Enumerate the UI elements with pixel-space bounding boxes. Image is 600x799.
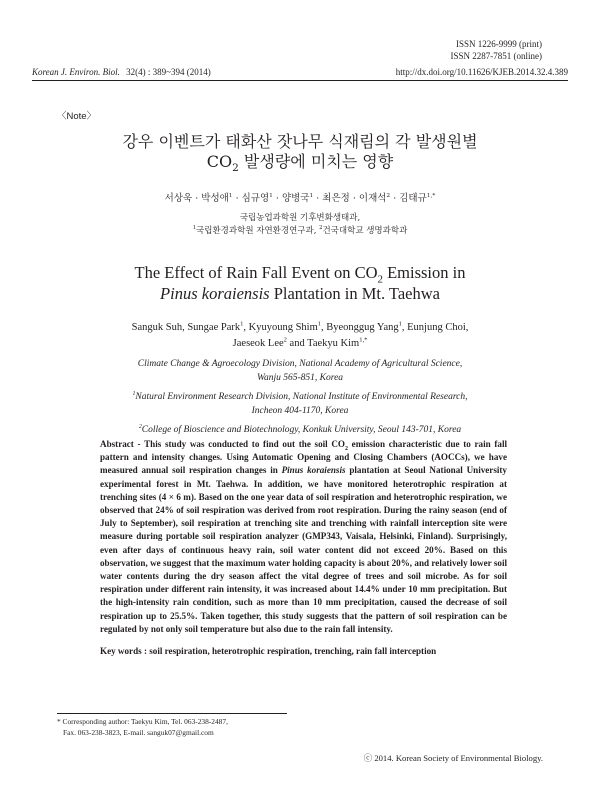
- english-author: Kyuyoung Shim: [248, 322, 318, 333]
- english-aff1: Climate Change & Agroecology Division, National Academy of Agricultural Science, Wanju 565-851, Korea: [137, 359, 463, 383]
- korean-author: 이재석: [358, 193, 387, 204]
- english-authors: [0, 320, 600, 352]
- english-author-mark: 1: [317, 320, 322, 328]
- english-author-mark: 1: [240, 320, 244, 328]
- korean-title: [0, 132, 600, 175]
- korean-aff1: 국립농업과학원 기후변화생태과,: [239, 213, 361, 223]
- abstract-lead: Abstract: [100, 439, 134, 449]
- english-author: Sungae Park: [187, 322, 241, 333]
- korean-aff2-3: $^1$국립환경과학원 자연환경연구과, $^2$건국대학교 생명과학과: [192, 225, 408, 236]
- english-authors-line1: Sanguk Suh, Sungae Park$^1$, Kyuyoung Shim$^1$, Byeonggug Yang$^1$, Eunjung Choi,: [131, 320, 469, 333]
- english-author-mark: 1: [398, 320, 402, 328]
- korean-author: 심규영: [241, 193, 270, 204]
- english-aff2: $^1$Natural Environment Research Division, National Institute of Environmental Research, Incheon 404-1170, Korea: [132, 390, 468, 416]
- korean-authors: 서상욱 · 박성애$^1$ · 심규영$^1$ · 양병국$^1$ · 최은정 · 이재석$^2$ · 김태규$^{1,*}$: [164, 192, 436, 204]
- korean-author-mark: 2: [386, 192, 391, 199]
- note-label: 〈Note〉: [57, 111, 97, 122]
- volume-pages: 32(4) : 389~394 (2014): [126, 67, 211, 77]
- corresponding-author-footnote: * Corresponding author: Taekyu Kim, Tel. 063-238-2487, Fax. 063-238-3823, E-mail. sanguk07@gmail.com: [57, 717, 228, 737]
- journal-name: Korean J. Environ. Biol.: [32, 67, 120, 77]
- english-author: Eunjung Choi: [407, 322, 466, 333]
- korean-author: 서상욱: [164, 193, 193, 204]
- english-title-line2: Pinus koraiensis Plantation in Mt. Taehwa: [160, 284, 440, 303]
- korean-affiliations: [0, 212, 600, 238]
- abstract: Abstract - This study was conducted to find out the soil $CO_2$ emission characteristic due to rain fall pattern and intensity changes. Using Automatic Opening and Closing Chambers (AOCCs), we have measured annual soil respiration changes in Pinus koraiensis plantation at Seoul National University experimental forest in Mt. Taehwa. In addition, we have monitored heterotrophic respiration at trenching sites (4 × 6 m). Based on the one year data of soil respiration and heterotrophic respiration, we observed that 24% of soil respiration was derived from root respiration. During the rainy season (end of July to September), soil respiration at trenching site and trenching with rainfall interception site were measure during portable soil respiration analyzer (GMP343, Vaisala, Helsinki, Finland). Surprisingly, even after days of continuous heavy rain, soil water content did not exceed 20%. Based on this observation, we suggest that the maximum water holding capacity is about 20%, and relatively lower soil water contents during the dry season affect the vital degree of trees and soil microbe. As for soil respiration under different rain intensity, it was increased about 14.4% under 10 mm precipitation. But the high-intensity rain condition, such as more than 10 mm precipitation, caused the decrease of soil respiration up to 25.5%. Taken together, this study suggests that the pattern of soil respiration can be regulated by not only soil temperature but also due to the rain fall intensity.: [100, 439, 507, 634]
- keywords-label: Key words :: [100, 646, 150, 656]
- journal-citation: [32, 67, 211, 77]
- keywords: [100, 646, 507, 656]
- issn-block: [451, 38, 543, 62]
- korean-title-line2: $CO_2$ 발생량에 미치는 영향: [206, 152, 394, 175]
- issn-print: ISSN 1226-9999 (print): [456, 39, 542, 49]
- korean-author-mark: 1: [309, 192, 314, 199]
- korean-author: 양병국: [281, 193, 310, 204]
- english-aff3: $^2$College of Bioscience and Biotechnology, Konkuk University, Seoul 143-701, Korea: [138, 423, 462, 435]
- english-affiliations: [0, 358, 600, 444]
- english-author: Sanguk Suh: [131, 322, 183, 333]
- english-authors-line2: Jaeseok Lee$^2$ and Taekyu Kim$^{1,*}$: [232, 336, 368, 349]
- issn-online: ISSN 2287-7851 (online): [450, 51, 542, 61]
- header-rule: [32, 80, 568, 81]
- english-author: Byeonggug Yang: [326, 322, 399, 333]
- footnote-rule: [57, 713, 287, 714]
- doi-link[interactable]: http://dx.doi.org/10.11626/KJEB.2014.32.4.389: [395, 67, 568, 77]
- english-title: [0, 262, 600, 304]
- keywords-text: soil respiration, heterotrophic respiration, trenching, rain fall interception: [149, 646, 437, 656]
- korean-author-mark: 1: [228, 192, 233, 199]
- copyright: ⓒ 2014. Korean Society of Environmental Biology.: [363, 753, 543, 763]
- korean-author: 최은정: [322, 193, 350, 204]
- korean-author: 박성애: [201, 193, 229, 204]
- korean-author: 김태규: [399, 193, 427, 204]
- korean-author-mark: 1: [269, 192, 273, 199]
- english-title-line1: The Effect of Rain Fall Event on $CO_2$ Emission in: [134, 263, 466, 286]
- korean-title-line1: 강우 이벤트가 태화산 잣나무 식재림의 각 발생원별: [122, 132, 478, 151]
- korean-author-mark: 1,*: [426, 192, 436, 199]
